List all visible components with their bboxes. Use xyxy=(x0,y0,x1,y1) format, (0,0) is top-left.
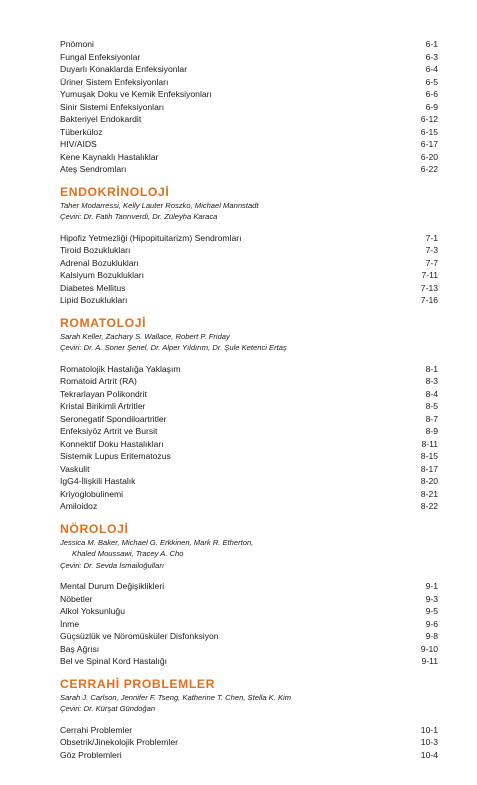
toc-entry[interactable] xyxy=(60,736,438,749)
toc-entry-title: Alkol Yoksunluğu xyxy=(60,606,125,616)
toc-entry-page: 9-1 xyxy=(425,581,438,591)
toc-entry-page: 6-3 xyxy=(425,51,438,62)
toc-entry[interactable] xyxy=(60,438,438,451)
toc-entry-title: Mental Durum Değişiklikleri xyxy=(60,581,165,591)
intro-entries xyxy=(60,38,438,176)
toc-entry-page: 8-20 xyxy=(420,476,438,486)
section-title[interactable]: ENDOKRİNOLOJİ xyxy=(60,184,170,199)
toc-entry-page: 10-4 xyxy=(420,749,438,760)
toc-entry-title: Nöbetler xyxy=(60,593,93,604)
section-spacer xyxy=(60,715,438,724)
toc-entry-page: 6-17 xyxy=(420,139,438,149)
toc-entry-title: Kalsiyum Bozuklukları xyxy=(60,270,145,280)
toc-entry-title: Göz Problemleri xyxy=(60,749,122,760)
toc-entry[interactable] xyxy=(60,138,438,151)
toc-entry[interactable] xyxy=(60,151,438,164)
toc-entry[interactable] xyxy=(60,593,438,606)
toc-entry[interactable] xyxy=(60,163,438,176)
section-spacer xyxy=(60,571,438,580)
toc-entry-title: Sistemik Lupus Eritematozus xyxy=(60,451,171,461)
toc-entry[interactable] xyxy=(60,413,438,426)
table-of-contents xyxy=(60,38,438,761)
toc-entry-title: Tüberküloz xyxy=(60,126,103,137)
toc-entry[interactable] xyxy=(60,113,438,126)
toc-entry[interactable] xyxy=(60,232,438,245)
toc-entry[interactable] xyxy=(60,425,438,438)
toc-entry[interactable] xyxy=(60,76,438,89)
toc-entry-title: Fungal Enfeksiyonlar xyxy=(60,51,141,62)
toc-entry-page: 6-5 xyxy=(425,76,438,87)
toc-entry-page: 9-8 xyxy=(425,631,438,641)
toc-entry-title: IgG4-İlişkili Hastalık xyxy=(60,476,136,486)
toc-entry[interactable] xyxy=(60,244,438,257)
toc-entry-page: 8-4 xyxy=(425,388,438,399)
toc-entry-page: 8-22 xyxy=(420,501,438,511)
toc-entry[interactable] xyxy=(60,38,438,51)
toc-entry-page: 9-6 xyxy=(425,618,438,629)
toc-entry-title: Güçsüzlük ve Nöromüsküler Disfonksiyon xyxy=(60,631,219,641)
toc-entry-title: Duyarlı Konaklarda Enfeksiyonlar xyxy=(60,64,188,74)
toc-entry-title: Amiloidoz xyxy=(60,501,98,511)
toc-entry-page: 6-22 xyxy=(420,164,438,174)
toc-entry-page: 10-1 xyxy=(420,724,438,735)
section-authors-continued: Khaled Moussawi, Tracey A. Cho xyxy=(72,549,184,558)
toc-section xyxy=(60,185,438,307)
toc-entry-page: 7-7 xyxy=(425,257,438,268)
toc-entry-title: Üriner Sistem Enfeksiyonları xyxy=(60,76,169,87)
toc-entry[interactable] xyxy=(60,618,438,631)
toc-entry[interactable] xyxy=(60,500,438,513)
toc-entry[interactable] xyxy=(60,724,438,737)
toc-entry[interactable] xyxy=(60,655,438,668)
toc-entry-title: HIV/AIDS xyxy=(60,139,97,149)
toc-entry-title: Bakteriyel Endokardit xyxy=(60,114,142,124)
section-translators: Çeviri: Dr. A. Soner Şenel, Dr. Alper Yıldırım, Dr. Şule Ketenci Ertaş xyxy=(60,343,287,352)
toc-entry-page: 6-9 xyxy=(425,101,438,112)
toc-entry[interactable] xyxy=(60,605,438,618)
toc-entry[interactable] xyxy=(60,630,438,643)
toc-section xyxy=(60,316,438,513)
toc-entry[interactable] xyxy=(60,51,438,64)
section-translators: Çeviri: Dr. Fatih Tanrıverdi, Dr. Züleyha Karaca xyxy=(60,212,218,221)
toc-entry-title: Enfeksiyöz Artrit ve Bursit xyxy=(60,426,158,436)
toc-entry-title: Tekrarlayan Polikondrit xyxy=(60,388,147,399)
toc-entry-title: Romatolojik Hastalığa Yaklaşım xyxy=(60,363,181,374)
toc-entry[interactable] xyxy=(60,475,438,488)
toc-entry-title: Tiroid Bozuklukları xyxy=(60,245,131,255)
toc-entry-page: 9-5 xyxy=(425,606,438,616)
toc-entry-page: 6-15 xyxy=(420,126,438,137)
toc-entry-page: 9-11 xyxy=(421,656,438,666)
toc-entry-page: 8-3 xyxy=(425,376,438,386)
toc-entry-page: 7-1 xyxy=(425,232,438,243)
toc-entry[interactable] xyxy=(60,126,438,139)
toc-entry-title: Seronegatif Spondiloartritler xyxy=(60,413,167,424)
toc-entry[interactable] xyxy=(60,375,438,388)
toc-entry-title: Kriyoglobulinemi xyxy=(60,488,124,499)
toc-entry[interactable] xyxy=(60,101,438,114)
toc-entry[interactable] xyxy=(60,63,438,76)
toc-entry-title: Diabetes Mellitus xyxy=(60,282,126,293)
section-translators: Çeviri: Dr. Kürşat Gündoğan xyxy=(60,704,156,713)
toc-entry[interactable] xyxy=(60,388,438,401)
section-translators: Çeviri: Dr. Sevda İsmailoğulları xyxy=(60,560,164,570)
toc-entry[interactable] xyxy=(60,643,438,656)
toc-entry-title: Cerrahi Problemler xyxy=(60,724,133,735)
toc-entry-title: Kristal Birikimli Artritler xyxy=(60,401,146,411)
toc-entry[interactable] xyxy=(60,269,438,282)
toc-entry-page: 6-12 xyxy=(420,114,438,124)
toc-entry-title: Lipid Bozuklukları xyxy=(60,295,128,305)
toc-entry-page: 8-1 xyxy=(425,363,438,374)
toc-entry[interactable] xyxy=(60,363,438,376)
section-authors: Sarah J. Carlson, Jennifer F. Tseng, Katherine T. Chen, Stella K. Kim xyxy=(60,692,292,702)
toc-entry-title: İnme xyxy=(60,618,80,629)
toc-entry-title: Baş Ağrısı xyxy=(60,643,100,654)
toc-entry-title: Romatoid Artrit (RA) xyxy=(60,376,137,386)
toc-entry[interactable] xyxy=(60,88,438,101)
section-authors: Sarah Keller, Zachary S. Wallace, Robert P. Friday xyxy=(60,331,230,341)
toc-entry[interactable] xyxy=(60,463,438,476)
toc-entry-page: 8-17 xyxy=(420,463,438,474)
section-spacer xyxy=(60,354,438,363)
toc-section xyxy=(60,677,438,762)
section-authors: Jessica M. Baker, Michael G. Erkkinen, Mark R. Etherton, xyxy=(60,537,254,547)
toc-entry[interactable] xyxy=(60,749,438,762)
toc-entry[interactable] xyxy=(60,400,438,413)
toc-entry[interactable] xyxy=(60,257,438,270)
toc-entry-page: 8-9 xyxy=(425,426,438,436)
toc-entry-page: 8-21 xyxy=(420,488,438,499)
toc-entry-page: 8-7 xyxy=(425,413,438,424)
toc-entry-page: 6-20 xyxy=(420,151,438,162)
toc-entry-page: 8-11 xyxy=(421,438,438,449)
toc-entry-page: 7-16 xyxy=(420,295,438,305)
toc-entry-page: 9-10 xyxy=(420,643,438,654)
toc-entry-page: 6-6 xyxy=(425,89,438,99)
toc-entry-page: 7-13 xyxy=(420,282,438,293)
toc-entry-title: Konnektif Doku Hastalıkları xyxy=(60,438,164,449)
toc-entry-page: 7-3 xyxy=(425,245,438,255)
toc-entry[interactable] xyxy=(60,450,438,463)
toc-entry-title: Adrenal Bozuklukları xyxy=(60,257,139,268)
section-title[interactable]: ROMATOLOJİ xyxy=(60,315,147,330)
toc-entry-page: 9-3 xyxy=(425,593,438,604)
toc-entry-title: Pnömoni xyxy=(60,39,94,49)
toc-entry-title: Sinir Sistemi Enfeksiyonları xyxy=(60,101,165,112)
section-spacer xyxy=(60,223,438,232)
toc-entry-page: 7-11 xyxy=(421,270,438,280)
section-authors: Taher Modarressi, Kelly Lauter Roszko, Michael Mannstadt xyxy=(60,200,259,210)
toc-entry[interactable] xyxy=(60,294,438,307)
toc-entry-title: Ateş Sendromları xyxy=(60,164,127,174)
toc-entry-page: 8-15 xyxy=(420,451,438,461)
toc-entry[interactable] xyxy=(60,580,438,593)
toc-entry-page: 6-4 xyxy=(425,64,438,74)
toc-entry-title: Obsetrik/Jinekolojik Problemler xyxy=(60,737,178,747)
toc-entry-title: Hipofiz Yetmezliği (Hipopituitarizm) Sendromları xyxy=(60,232,242,243)
toc-section xyxy=(60,522,438,668)
toc-entry-page: 10-3 xyxy=(420,737,438,747)
toc-entry-page: 8-5 xyxy=(425,401,438,411)
section-title[interactable]: NÖROLOJİ xyxy=(60,521,129,536)
toc-entry-page: 6-1 xyxy=(425,39,438,49)
toc-entry-title: Vaskulit xyxy=(60,463,90,474)
section-title[interactable]: CERRAHİ PROBLEMLER xyxy=(60,676,216,691)
toc-entry-title: Yumuşak Doku ve Kemik Enfeksiyonları xyxy=(60,89,212,99)
toc-sections xyxy=(60,185,438,762)
toc-entry-title: Bel ve Spinal Kord Hastalığı xyxy=(60,656,168,666)
toc-entry[interactable] xyxy=(60,488,438,501)
toc-entry[interactable] xyxy=(60,282,438,295)
toc-entry-title: Kene Kaynaklı Hastalıklar xyxy=(60,151,159,162)
